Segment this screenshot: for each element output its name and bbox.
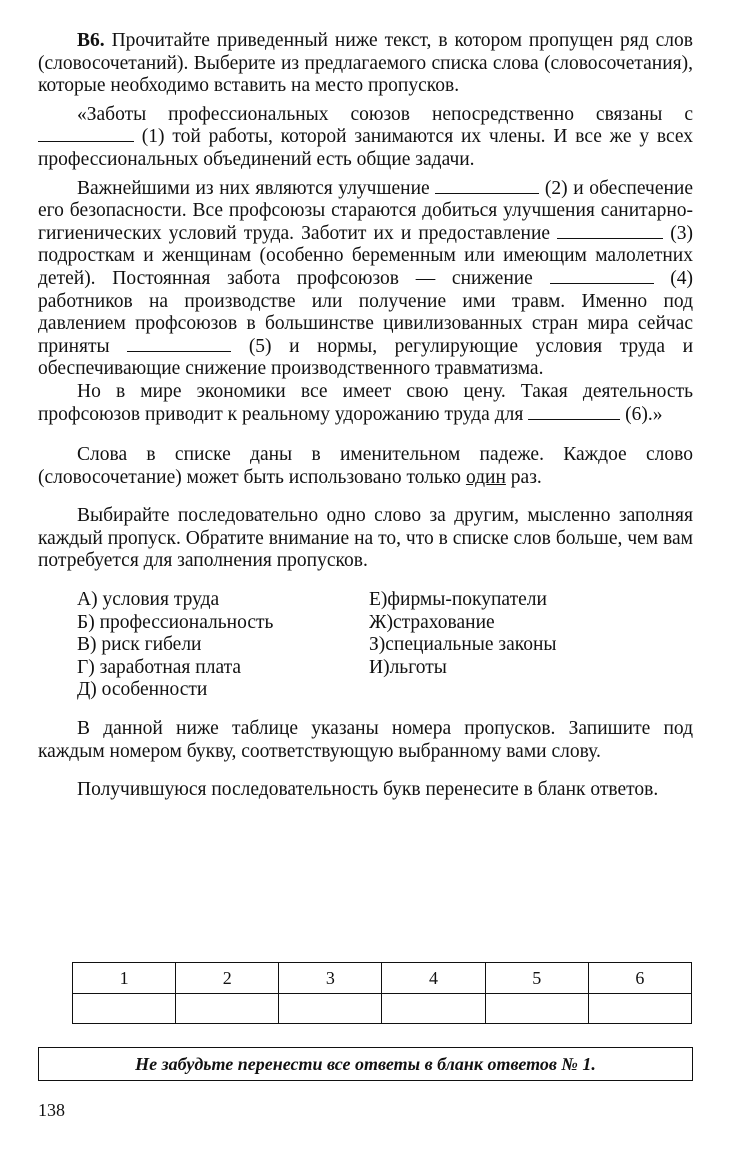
option-item: Е)фирмы-покупатели <box>369 589 547 611</box>
answer-cell[interactable] <box>588 994 691 1024</box>
text-fragment: (4) работников на производстве или получение ими травм. Именно под давлением профсоюзов в большинстве цивилизованных стран мира сейчас приняты <box>38 267 693 357</box>
task-instruction-text: Прочитайте приведенный ниже текст, в котором пропущен ряд слов (словосочетаний). Выберите из предлагаемого списка слова (словосочетания), которые необходимо вставить на место пропусков. <box>38 30 693 97</box>
text-fragment: «Заботы профессиональных союзов непосредственно связаны с <box>77 103 693 125</box>
blank-2 <box>435 178 539 194</box>
gap-number-cell: 4 <box>382 963 485 994</box>
blank-6 <box>528 404 620 420</box>
text-fragment: (5) и нормы, регулирующие условия труда и обеспечивающие снижение производственного травматизма. <box>38 335 694 380</box>
text-fragment: (2) и обеспечение его безопасности. Все профсоюзы стараются добиться улучшения санитарно-гигиенических условий труда. Заботит их и предоставление <box>38 177 694 244</box>
options-right-column <box>369 589 693 702</box>
page-number: 138 <box>38 1100 65 1120</box>
blank-4 <box>550 268 654 284</box>
note-sequence: Выбирайте последовательно одно слово за другим, мысленно заполняя каждый пропуск. Обратите внимание на то, что в списке слов больше, чем вам потребуется для заполнения пропусков. <box>38 505 693 572</box>
answer-table-header-row <box>73 963 692 994</box>
gap-number-cell: 1 <box>73 963 176 994</box>
answer-cell[interactable] <box>279 994 382 1024</box>
text-fragment: Но в мире экономики все имеет свою цену. Такая деятельность профсоюзов приводит к реальному удорожанию труда для <box>38 380 693 425</box>
note-nominative <box>38 444 693 489</box>
options-left-column <box>77 589 369 702</box>
options-list <box>77 589 693 702</box>
note-table: В данной ниже таблице указаны номера пропусков. Запишите под каждым номером букву, соответствующую выбранному вами слову. <box>38 718 693 762</box>
note-text: Слова в списке даны в именительном падеже. Каждое слово (словосочетание) может быть использовано только <box>38 444 693 488</box>
text-fragment: Важнейшими из них являются улучшение <box>77 177 430 199</box>
page-content <box>38 30 693 802</box>
answer-cell[interactable] <box>485 994 588 1024</box>
answer-table <box>72 962 692 1024</box>
text-fragment: (3) подросткам и женщинам (особенно беременным или имеющим малолетних детей). Постоянная забота профсоюзов — снижение <box>38 222 694 289</box>
note-emphasis: один <box>465 466 506 488</box>
text-fragment: (6).» <box>625 403 663 425</box>
task-label: В6. <box>77 30 105 51</box>
option-item: Г) заработная плата <box>77 656 242 678</box>
text-paragraph-2 <box>38 178 693 381</box>
text-fragment: (1) той работы, которой занимаются их члены. И все же у всех профессиональных объединений есть общие задачи. <box>38 126 693 170</box>
option-item: В) риск гибели <box>77 634 202 656</box>
answer-cell[interactable] <box>382 994 485 1024</box>
gap-number-cell: 6 <box>588 963 691 994</box>
option-item: Ж)страхование <box>369 611 495 633</box>
task-instruction <box>38 30 693 98</box>
option-item: З)специальные законы <box>369 634 557 656</box>
gap-number-cell: 3 <box>279 963 382 994</box>
gap-number-cell: 2 <box>176 963 279 994</box>
blank-5 <box>127 336 231 352</box>
blank-1 <box>38 126 134 142</box>
blank-3 <box>557 223 663 239</box>
option-item: И)льготы <box>369 656 447 678</box>
reminder-box: Не забудьте перенести все ответы в бланк ответов № 1. <box>38 1047 693 1081</box>
note-transfer: Получившуюся последовательность букв перенесите в бланк ответов. <box>77 779 659 801</box>
note-text: раз. <box>510 466 542 488</box>
answer-cell[interactable] <box>176 994 279 1024</box>
answer-table-input-row <box>73 994 692 1024</box>
gap-number-cell: 5 <box>485 963 588 994</box>
text-paragraph-1 <box>38 104 693 172</box>
option-item: Б) профессиональность <box>77 611 274 633</box>
option-item: Д) особенности <box>77 679 208 701</box>
answer-cell[interactable] <box>73 994 176 1024</box>
text-paragraph-3 <box>38 381 693 426</box>
option-item: А) условия труда <box>77 589 220 611</box>
